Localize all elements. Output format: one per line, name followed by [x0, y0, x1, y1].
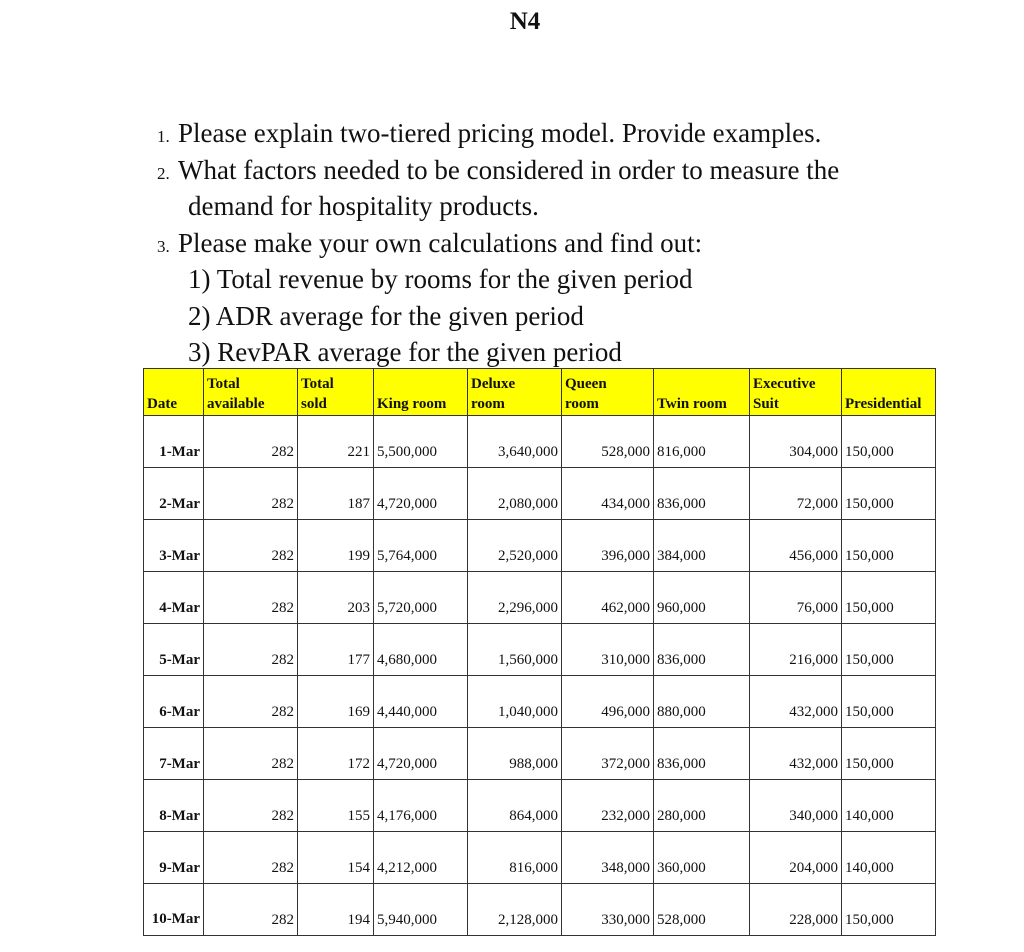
subitem-3: 3) RevPAR average for the given period: [188, 337, 622, 367]
cell-deluxe-room: 2,128,000: [468, 884, 562, 936]
cell-presidential: 150,000: [842, 468, 936, 520]
cell-presidential: 140,000: [842, 832, 936, 884]
cell-total-available: 282: [204, 884, 298, 936]
cell-total-available: 282: [204, 624, 298, 676]
cell-total-sold: 203: [298, 572, 374, 624]
cell-executive-suit: 432,000: [750, 676, 842, 728]
question-text-continued: demand for hospitality products.: [188, 191, 539, 221]
cell-king-room: 5,500,000: [374, 416, 468, 468]
cell-twin-room: 280,000: [654, 780, 750, 832]
table-row: [144, 468, 936, 520]
cell-king-room: 4,176,000: [374, 780, 468, 832]
cell-date: 5-Mar: [144, 624, 204, 676]
cell-deluxe-room: 864,000: [468, 780, 562, 832]
cell-presidential: 150,000: [842, 572, 936, 624]
cell-date: 2-Mar: [144, 468, 204, 520]
cell-date: 8-Mar: [144, 780, 204, 832]
cell-twin-room: 836,000: [654, 624, 750, 676]
cell-twin-room: 880,000: [654, 676, 750, 728]
cell-king-room: 4,720,000: [374, 468, 468, 520]
cell-executive-suit: 204,000: [750, 832, 842, 884]
subitem-1: 1) Total revenue by rooms for the given period: [188, 264, 693, 294]
cell-presidential: 150,000: [842, 676, 936, 728]
cell-total-sold: 194: [298, 884, 374, 936]
question-number: 2.: [157, 163, 170, 183]
cell-total-available: 282: [204, 676, 298, 728]
cell-total-available: 282: [204, 468, 298, 520]
cell-deluxe-room: 2,520,000: [468, 520, 562, 572]
question-text: Please make your own calculations and find out:: [178, 227, 703, 258]
cell-total-sold: 169: [298, 676, 374, 728]
cell-king-room: 4,440,000: [374, 676, 468, 728]
question-list: [148, 115, 839, 369]
cell-twin-room: 836,000: [654, 728, 750, 780]
cell-deluxe-room: 1,040,000: [468, 676, 562, 728]
cell-king-room: 5,764,000: [374, 520, 468, 572]
header-total-sold: Total sold: [298, 369, 374, 416]
cell-total-sold: 154: [298, 832, 374, 884]
cell-king-room: 4,720,000: [374, 728, 468, 780]
cell-twin-room: 528,000: [654, 884, 750, 936]
cell-executive-suit: 72,000: [750, 468, 842, 520]
header-executive-suit: Executive Suit: [750, 369, 842, 416]
cell-total-sold: 177: [298, 624, 374, 676]
cell-deluxe-room: 988,000: [468, 728, 562, 780]
header-king-room: King room: [374, 369, 468, 416]
cell-date: 10-Mar: [144, 884, 204, 936]
cell-queen-room: 372,000: [562, 728, 654, 780]
question-number: 1.: [157, 127, 170, 146]
cell-queen-room: 310,000: [562, 624, 654, 676]
header-date: Date: [144, 369, 204, 416]
question-3: [148, 225, 839, 262]
cell-deluxe-room: 816,000: [468, 832, 562, 884]
cell-twin-room: 816,000: [654, 416, 750, 468]
cell-date: 4-Mar: [144, 572, 204, 624]
cell-executive-suit: 340,000: [750, 780, 842, 832]
cell-date: 9-Mar: [144, 832, 204, 884]
table-row: [144, 624, 936, 676]
table-row: [144, 728, 936, 780]
cell-king-room: 5,720,000: [374, 572, 468, 624]
cell-total-available: 282: [204, 520, 298, 572]
cell-presidential: 150,000: [842, 884, 936, 936]
table-row: [144, 884, 936, 936]
cell-presidential: 150,000: [842, 520, 936, 572]
cell-total-sold: 199: [298, 520, 374, 572]
question-number: 3.: [157, 236, 170, 256]
cell-date: 6-Mar: [144, 676, 204, 728]
cell-presidential: 150,000: [842, 416, 936, 468]
cell-king-room: 5,940,000: [374, 884, 468, 936]
cell-executive-suit: 304,000: [750, 416, 842, 468]
cell-deluxe-room: 1,560,000: [468, 624, 562, 676]
header-twin-room: Twin room: [654, 369, 750, 416]
cell-queen-room: 348,000: [562, 832, 654, 884]
cell-presidential: 140,000: [842, 780, 936, 832]
question-2: [148, 152, 839, 225]
question-1: [148, 115, 839, 152]
cell-total-sold: 155: [298, 780, 374, 832]
cell-deluxe-room: 2,080,000: [468, 468, 562, 520]
cell-queen-room: 232,000: [562, 780, 654, 832]
page-title: N4: [509, 8, 541, 35]
header-queen-room: Queen room: [562, 369, 654, 416]
cell-presidential: 150,000: [842, 624, 936, 676]
cell-king-room: 4,212,000: [374, 832, 468, 884]
header-deluxe-room: Deluxe room: [468, 369, 562, 416]
cell-deluxe-room: 3,640,000: [468, 416, 562, 468]
table-row: [144, 780, 936, 832]
cell-total-sold: 172: [298, 728, 374, 780]
cell-queen-room: 496,000: [562, 676, 654, 728]
cell-total-available: 282: [204, 572, 298, 624]
cell-executive-suit: 76,000: [750, 572, 842, 624]
cell-twin-room: 960,000: [654, 572, 750, 624]
table-row: [144, 416, 936, 468]
cell-total-sold: 187: [298, 468, 374, 520]
table-header-row: [144, 369, 936, 416]
cell-king-room: 4,680,000: [374, 624, 468, 676]
table-row: [144, 832, 936, 884]
cell-executive-suit: 432,000: [750, 728, 842, 780]
cell-queen-room: 462,000: [562, 572, 654, 624]
revenue-table: [143, 368, 936, 936]
question-text: Please explain two-tiered pricing model. Provide examples.: [178, 118, 822, 148]
cell-total-available: 282: [204, 780, 298, 832]
cell-queen-room: 330,000: [562, 884, 654, 936]
table-row: [144, 520, 936, 572]
table-row: [144, 676, 936, 728]
cell-queen-room: 396,000: [562, 520, 654, 572]
cell-date: 7-Mar: [144, 728, 204, 780]
cell-total-available: 282: [204, 728, 298, 780]
cell-twin-room: 836,000: [654, 468, 750, 520]
cell-executive-suit: 228,000: [750, 884, 842, 936]
cell-executive-suit: 456,000: [750, 520, 842, 572]
subitem-2: 2) ADR average for the given period: [188, 301, 584, 331]
cell-queen-room: 528,000: [562, 416, 654, 468]
cell-presidential: 150,000: [842, 728, 936, 780]
table-row: [144, 572, 936, 624]
cell-date: 1-Mar: [144, 416, 204, 468]
header-presidential: Presidential: [842, 369, 936, 416]
cell-executive-suit: 216,000: [750, 624, 842, 676]
cell-date: 3-Mar: [144, 520, 204, 572]
cell-total-available: 282: [204, 832, 298, 884]
cell-total-available: 282: [204, 416, 298, 468]
question-text: What factors needed to be considered in order to measure the: [178, 154, 840, 185]
cell-deluxe-room: 2,296,000: [468, 572, 562, 624]
cell-twin-room: 384,000: [654, 520, 750, 572]
header-total-available: Total available: [204, 369, 298, 416]
cell-total-sold: 221: [298, 416, 374, 468]
cell-queen-room: 434,000: [562, 468, 654, 520]
cell-twin-room: 360,000: [654, 832, 750, 884]
